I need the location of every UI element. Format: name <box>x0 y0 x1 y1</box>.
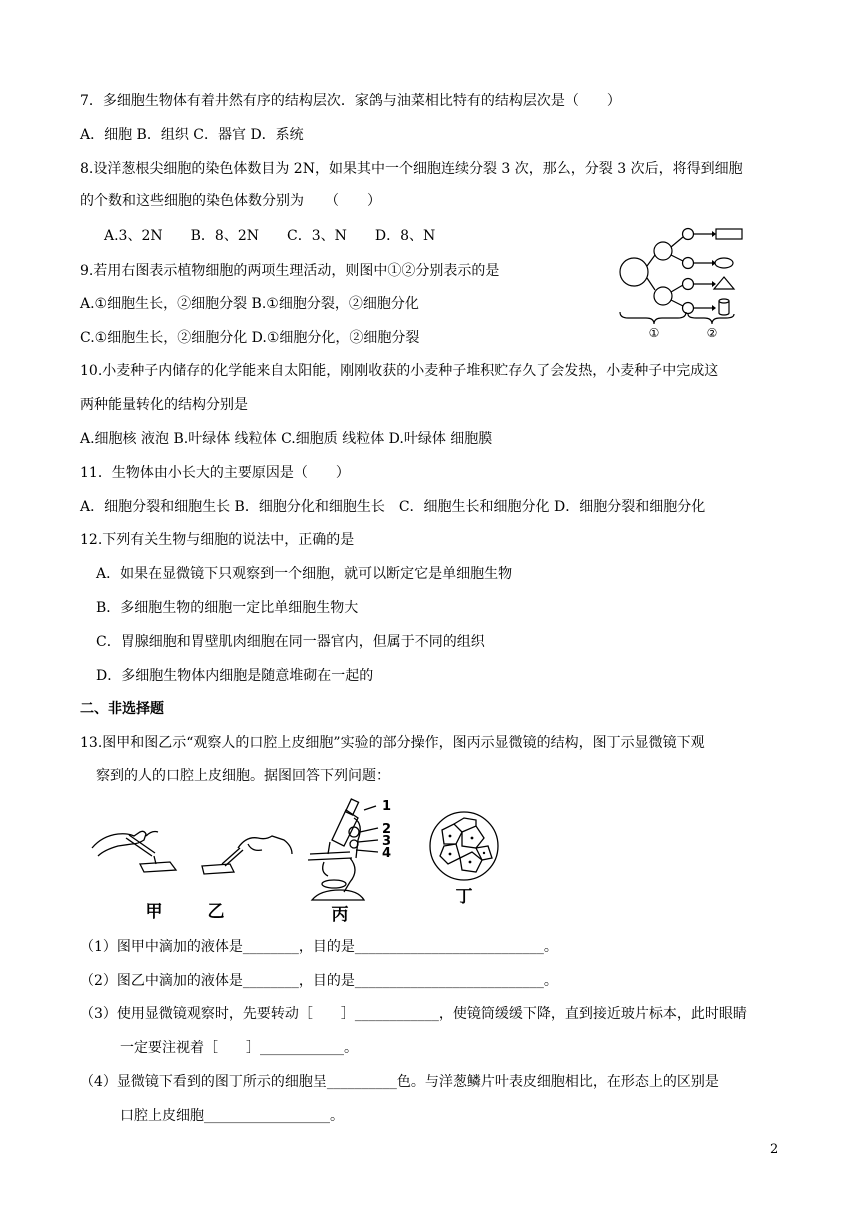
q9-options-line1: A.①细胞生长，②细胞分裂 B.①细胞分裂，②细胞分化 <box>80 296 419 312</box>
label-2: ② <box>706 326 718 340</box>
page-number: 2 <box>770 1142 779 1157</box>
figure-bing-microscope <box>308 799 378 900</box>
micro-label-2: 2 <box>382 822 392 837</box>
q13-part1: （1）图甲中滴加的液体是________，目的是___________________________。 <box>80 939 558 955</box>
q11-options: A．细胞分裂和细胞生长 B．细胞分化和细胞生长 C．细胞生长和细胞分化 D．细胞分裂和细胞分化 <box>80 499 706 515</box>
q10-options: A.细胞核 液泡 B.叶绿体 线粒体 C.细胞质 线粒体 D.叶绿体 细胞膜 <box>80 431 493 447</box>
micro-label-4: 4 <box>382 846 392 861</box>
q12-option-a: A．如果在显微镜下只观察到一个细胞，就可以断定它是单细胞生物 <box>96 566 513 582</box>
section-heading: 二、非选择题 <box>80 701 164 717</box>
q10-stem-line2: 两种能量转化的结构分别是 <box>80 397 248 413</box>
q13-part3-line2: 一定要注视着［ ］____________。 <box>120 1040 358 1056</box>
q8-stem-line1: 8.设洋葱根尖细胞的染色体数目为 2N，如果其中一个细胞连续分裂 3 次，那么，分裂 3 次后，将得到细胞 <box>80 161 743 177</box>
micro-label-3: 3 <box>382 834 392 849</box>
figure-yi-hand-dropper <box>202 836 292 874</box>
figure-ding-cell-view <box>430 812 498 880</box>
figure-jia-hand-dropper <box>92 831 176 872</box>
micro-label-1: 1 <box>382 799 392 814</box>
q13-stem-line2: 察到的人的口腔上皮细胞。据图回答下列问题： <box>96 768 390 784</box>
q7-stem: 7．多细胞生物体有着井然有序的结构层次．家鸽与油菜相比特有的结构层次是（ ） <box>80 93 621 109</box>
q13-part2: （2）图乙中滴加的液体是________，目的是___________________________。 <box>80 973 558 989</box>
q12-stem: 12.下列有关生物与细胞的说法中，正确的是 <box>80 532 355 548</box>
label-bing: 丙 <box>331 905 349 924</box>
q8-stem-line2: 的个数和这些细胞的染色体数分别为 （ ） <box>80 193 381 209</box>
label-jia: 甲 <box>145 902 163 922</box>
q8-options: A.3、2N B．8、2N C．3、N D．8、N <box>104 228 436 244</box>
q7-options: A．细胞 B．组织 C．器官 D．系统 <box>80 127 304 143</box>
q13-part4-line2: 口腔上皮细胞__________________。 <box>120 1108 344 1124</box>
q11-stem: 11．生物体由小长大的主要原因是（ ） <box>80 465 350 481</box>
cell-activity-diagram <box>608 218 768 340</box>
q13-part4-line1: （4）显微镜下看到的图丁所示的细胞呈__________色。与洋葱鳞片叶表皮细胞相比，在形态上的区别是 <box>80 1074 719 1090</box>
label-ding: 丁 <box>455 887 473 907</box>
q10-stem-line1: 10.小麦种子内储存的化学能来自太阳能，刚刚收获的小麦种子堆积贮存久了会发热，小麦种子中完成这 <box>80 363 719 379</box>
parent-cell-circle <box>620 258 648 286</box>
q13-part3-line1: （3）使用显微镜观察时，先要转动［ ］____________，使镜筒缓缓下降，直到接近玻片标本，此时眼睛 <box>80 1006 747 1022</box>
label-yi: 乙 <box>207 902 225 922</box>
label-1: ① <box>648 326 660 340</box>
q12-option-c: C．胃腺细胞和胃壁肌肉细胞在同一器官内，但属于不同的组织 <box>96 634 485 650</box>
q12-option-d: D．多细胞生物体内细胞是随意堆砌在一起的 <box>96 668 374 684</box>
q9-stem: 9.若用右图表示植物细胞的两项生理活动，则图中①②分别表示的是 <box>80 263 500 279</box>
q12-option-b: B．多细胞生物的细胞一定比单细胞生物大 <box>96 600 359 616</box>
q9-options-line2: C.①细胞生长，②细胞分化 D.①细胞分化，②细胞分裂 <box>80 330 420 346</box>
q13-stem-line1: 13.图甲和图乙示“观察人的口腔上皮细胞”实验的部分操作，图丙示显微镜的结构，图丁示显微镜下观 <box>80 735 705 751</box>
experiment-figure <box>88 796 508 924</box>
